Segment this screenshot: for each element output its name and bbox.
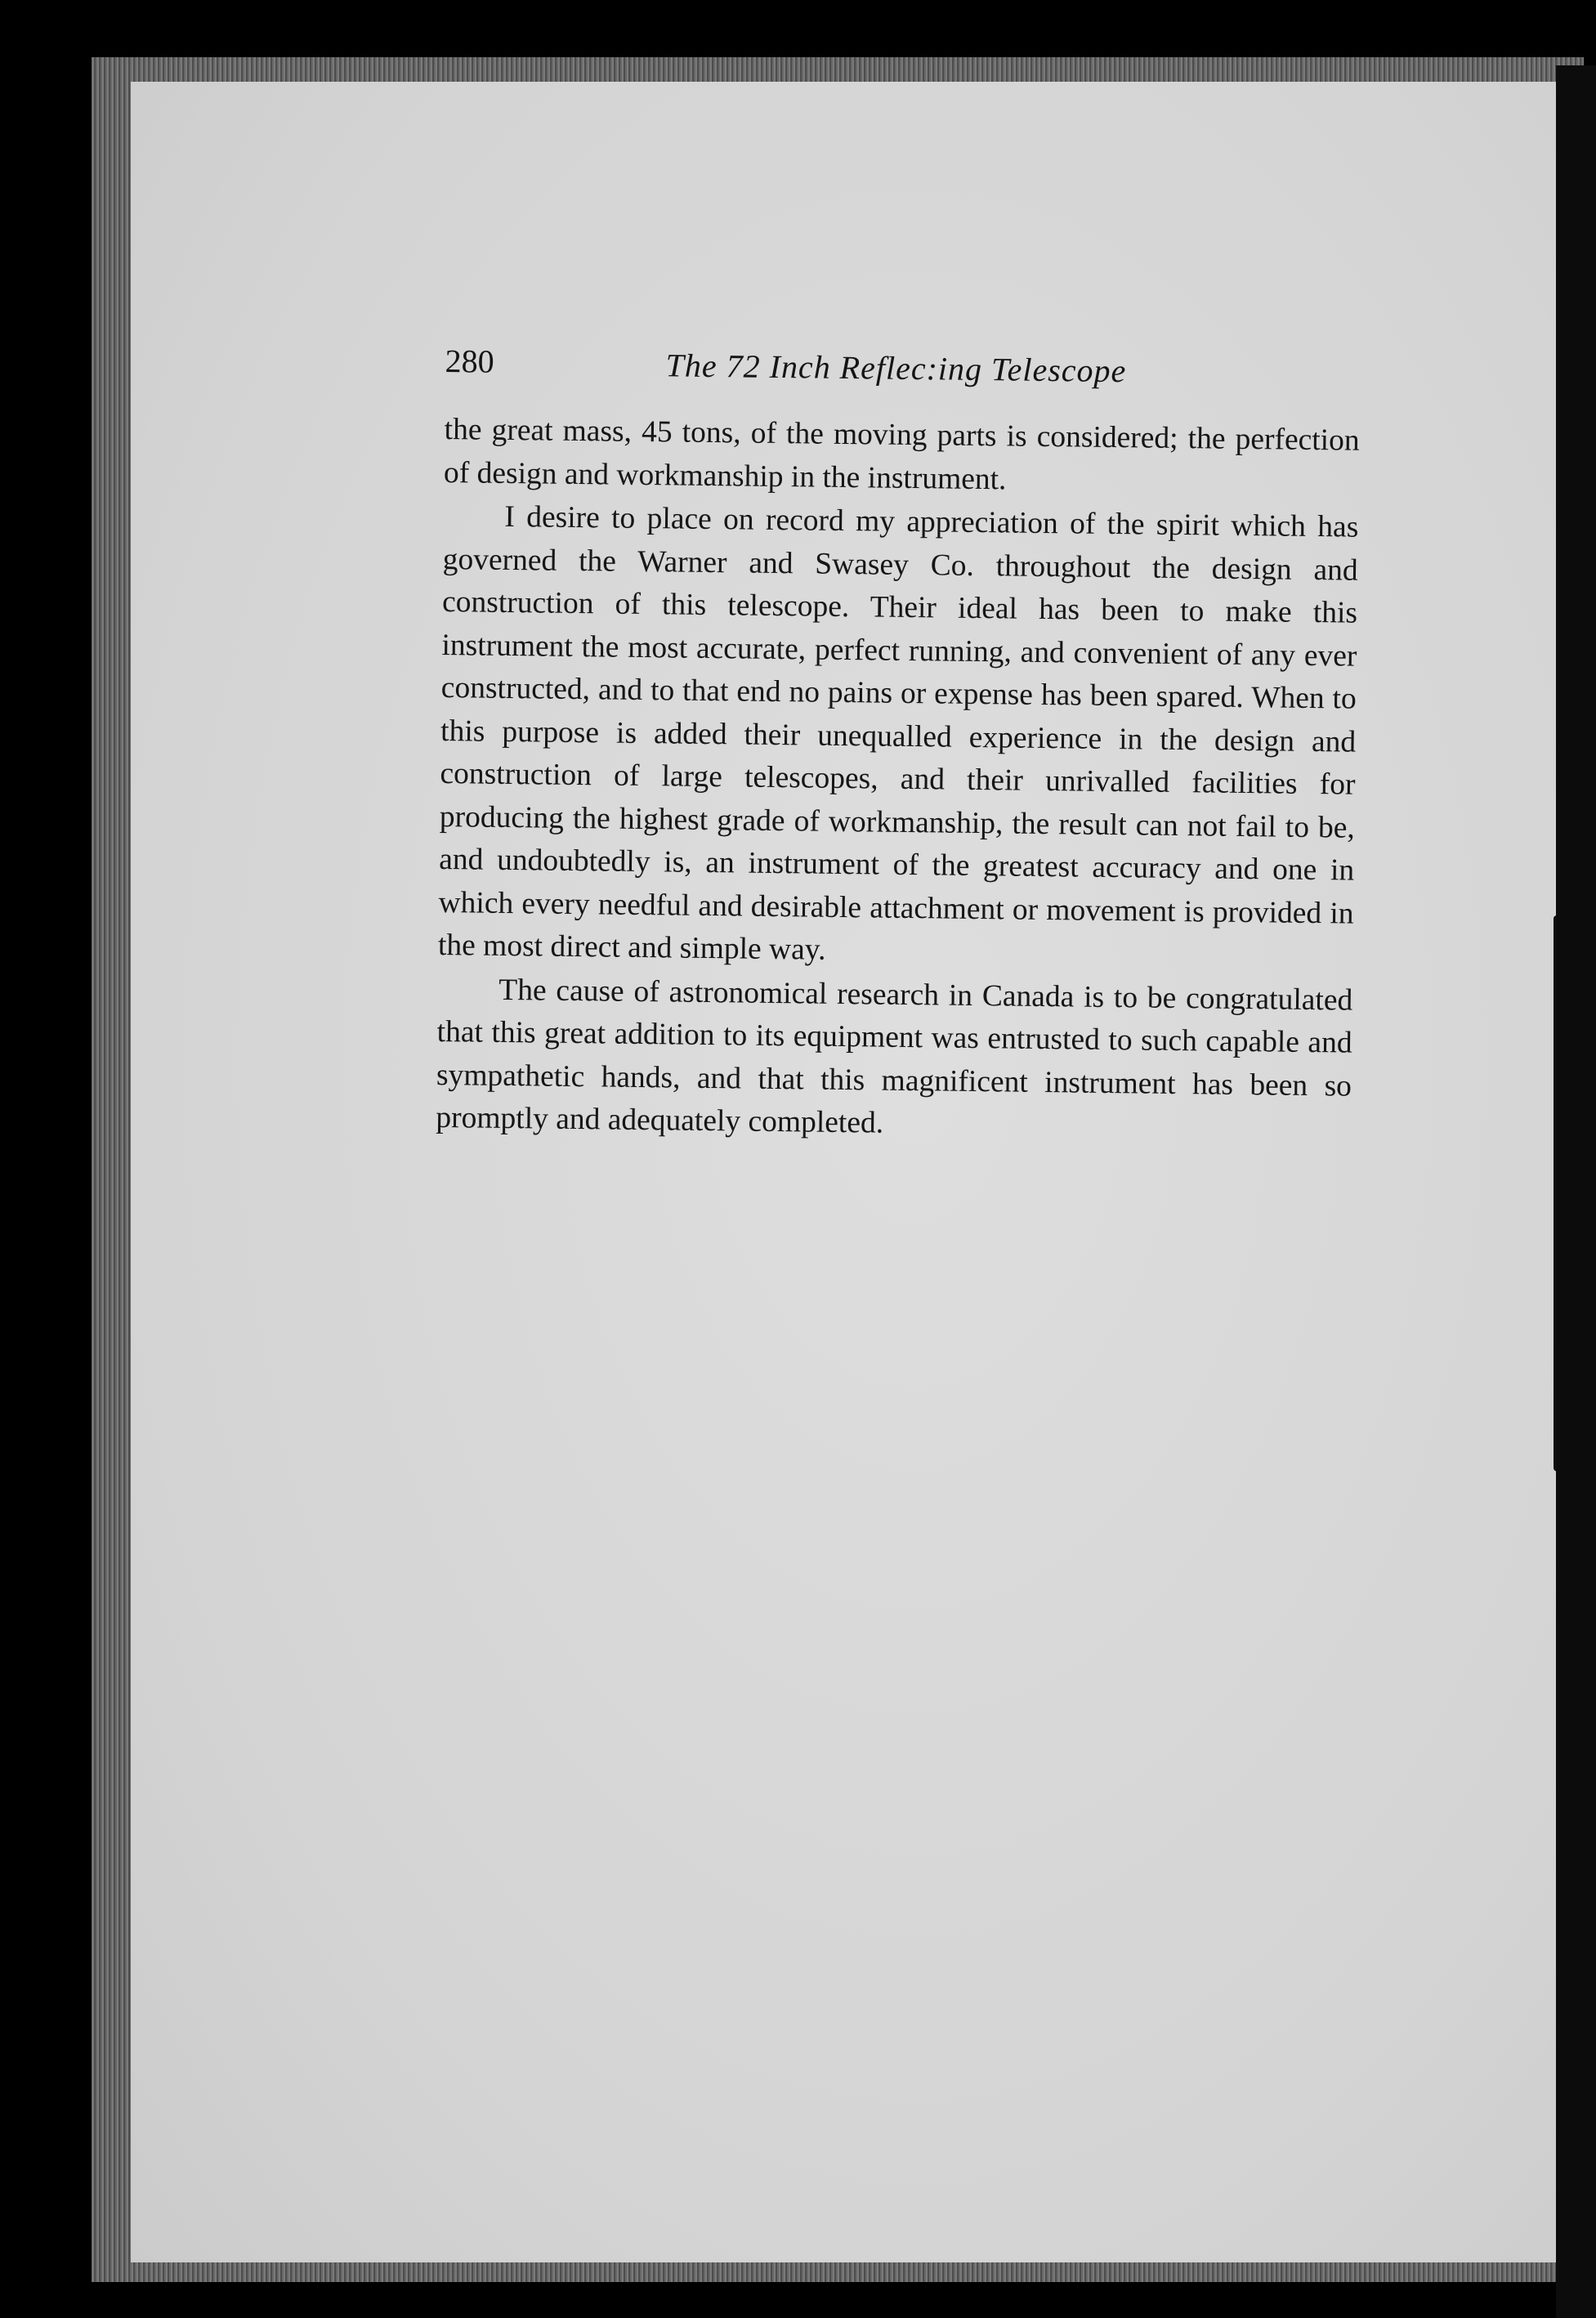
body-text bbox=[436, 409, 1360, 1151]
paragraph-continuation: the great mass, 45 tons, of the moving parts is considered; the perfection of design and workmanship in the instrument. bbox=[443, 412, 1360, 496]
paragraph-conclusion: The cause of astronomical research in Canada is to be congratulated that this great addition to its equipment was entrusted to such capable and sympathetic hands, and that this magnificent instrument has been so promptly and adequately completed. bbox=[436, 973, 1353, 1140]
page-number: 280 bbox=[445, 342, 494, 380]
running-head: The 72 Inch Reflec:ing Telescope bbox=[665, 347, 1127, 390]
binding-edge-mark bbox=[1554, 915, 1562, 1471]
paragraph-appreciation: I desire to place on record my appreciation of the spirit which has governed the Warner and Swasey Co. throughout the design and construction of this telescope. Their ideal has been to make this instrument the most accurate, perfect running, and convenient of any ever constructed, and to that end no pains or expense has been spared. When to this purpose is added their unequalled experience in the design and construction of large telescopes, and their unrivalled facilities for producing the highest grade of workmanship, the result can not fail to be, and undoubtedly is, an instrument of the greatest accuracy and one in which every needful and desirable attachment or movement is provided in the most direct and simple way. bbox=[437, 499, 1359, 967]
book-page bbox=[131, 82, 1556, 2262]
